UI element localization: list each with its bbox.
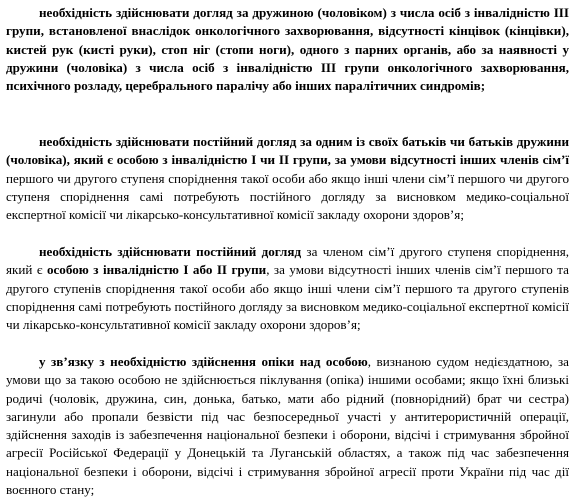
- paragraph-text: першого чи другого ступеня споріднення такої особи або якщо інші члени сім’ї першого чи другого ступеня споріднення самі потребують постійного догляду за висновком медико-соціальної експертної комісії чи лікарсько-консультативної комісії закладу охорони здоров’я;: [6, 170, 569, 223]
- paragraph-bold-text: у зв’язку з необхідністю здійснення опіки над особою: [39, 354, 368, 369]
- paragraph-relative-care: [6, 243, 569, 334]
- paragraph-guardianship: [6, 353, 569, 499]
- paragraph-spouse-care: [6, 4, 569, 95]
- paragraph-bold-text: особою з інвалідністю I або II групи: [46, 262, 267, 278]
- paragraph-parent-care: [6, 133, 569, 224]
- paragraph-text: , визнаною судом недієздатною, за умови що за такою особою не здійснюється піклування (опіка) іншими особами; якщо їхні близькі родичі (чоловік, дружина, син, донька, батько, мати або рідний (повнорідний) брат чи сестра) загинули або пропали безвісти під час безпосередньої участі у антитерористичній операції, здійснення заходів із забезпечення національної безпеки і оборони, відсічі і стримування збройної агресії Російської Федерації у Донецькій та Луганській областях, а також під час забезпечення національної безпеки і оборони, відсічі і стримування збройної агресії проти України під час дії воєнного стану;: [6, 354, 569, 498]
- paragraph-bold-text: необхідність здійснювати постійний догляд за одним із своїх батьків чи батьків дружини (чоловіка), який є особою з інвалідністю I чи II групи, за умови відсутності інших членів сім’ї: [6, 134, 569, 168]
- paragraph-text: , за умови відсутності інших членів сім’ї першого та другого ступенів споріднення такої особи або якщо інші члени сім’ї першого та другого ступенів споріднення самі потребують постійного догляду за висновком медико-соціальної експертної комісії чи лікарсько-консультативної комісії закладу охорони здоров’я;: [6, 262, 569, 333]
- paragraph-text: за членом сім’ї другого ступеня споріднення, який є: [6, 244, 569, 278]
- paragraph-bold-text: необхідність здійснювати догляд за дружиною (чоловіком) з числа осіб з інвалідністю III групи, встановленої внаслідок онкологічного захворювання, відсутності кінцівок (кінцівки), кистей рук (кисті руки), стоп ніг (стопи ноги), одного з парних органів, або за наявності у дружини (чоловіка) з числа осіб з інвалідністю III групи онкологічного захворювання, психічного розладу, церебрального паралічу або інших паралітичних синдромів;: [6, 5, 569, 94]
- paragraph-bold-text: необхідність здійснювати постійний догляд: [39, 244, 302, 259]
